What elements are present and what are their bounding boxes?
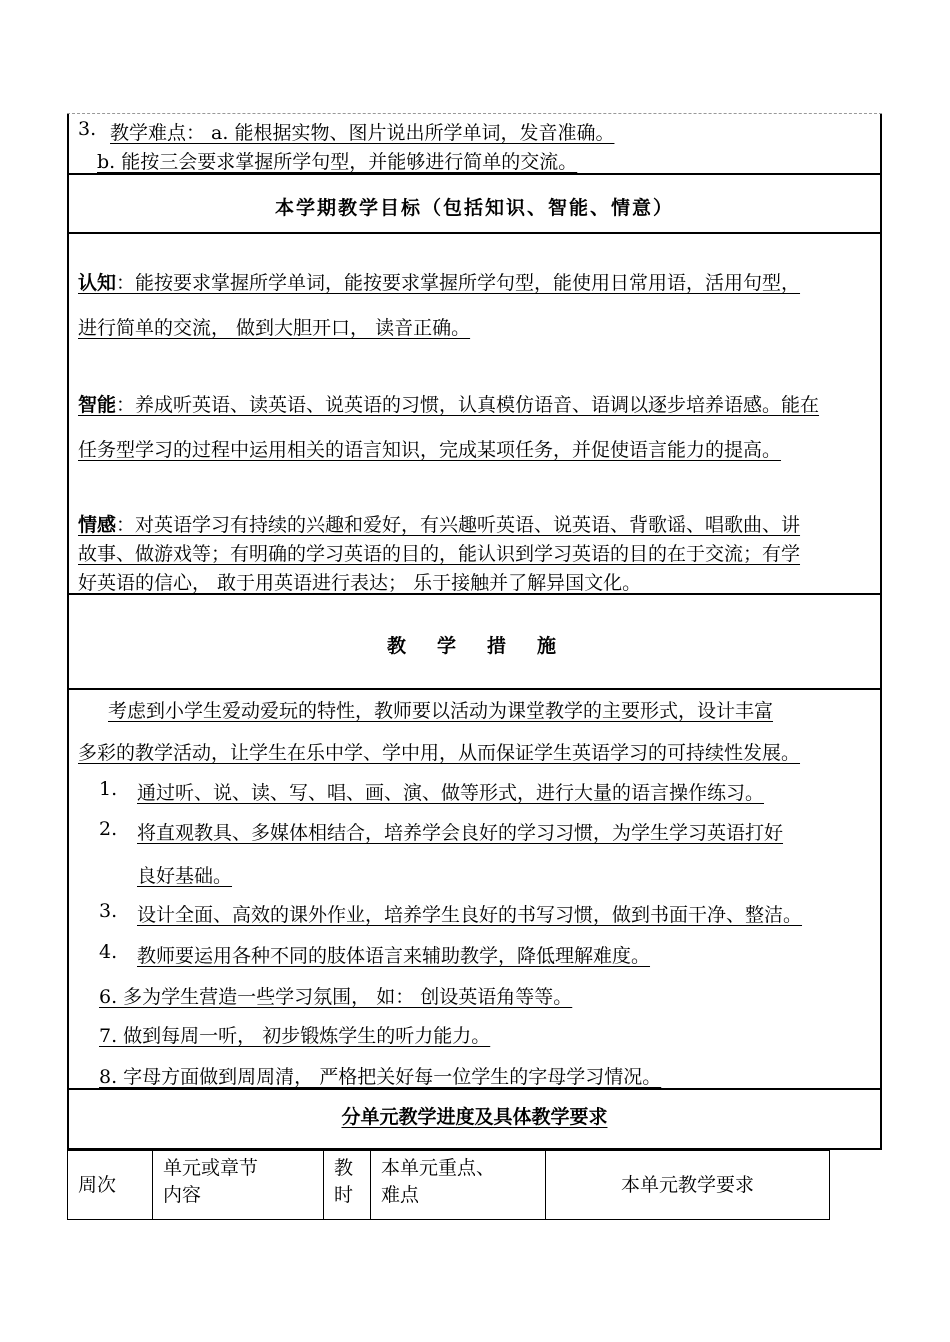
difficulty-num: 3. [78,118,97,140]
divider [67,593,882,595]
list-item: 6. 多为学生营造一些学习氛围， 如： 创设英语角等等。 [99,986,573,1008]
cognition-line2: 进行简单的交流， 做到大胆开口， 读音正确。 [78,317,471,339]
divider [67,173,882,175]
schedule-heading: 分单元教学进度及具体教学要求 [341,1106,608,1128]
col-hours: 教 时 [324,1151,371,1220]
cognition-line1: 认知：能按要求掌握所学单词，能按要求掌握所学句型，能使用日常用语，活用句型， [78,272,801,294]
list-item: 设计全面、高效的课外作业，培养学生良好的书写习惯，做到书面干净、整洁。 [137,904,803,926]
intelligence-label: 智能 [78,394,117,416]
list-item-num: 3. [99,900,118,922]
measures-intro-line2: 多彩的教学活动，让学生在乐中学、学中用，从而保证学生英语学习的可持续性发展。 [78,742,801,764]
list-item-cont: 良好基础。 [137,865,233,887]
col-key-points: 本单元重点、 难点 [371,1151,546,1220]
list-item: 7. 做到每周一听， 初步锻炼学生的听力能力。 [99,1025,491,1047]
difficulty-line2: b. 能按三会要求掌握所学句型，并能够进行简单的交流。 [97,151,578,173]
measures-heading: 教 学 措 施 [386,635,562,657]
list-item: 将直观教具、多媒体相结合，培养学会良好的学习习惯，为学生学习英语打好 [137,822,784,844]
goals-heading: 本学期教学目标（包括知识、智能、情意） [274,197,674,219]
divider [67,232,882,234]
emotion-label: 情感 [78,514,117,536]
schedule-table [67,1150,830,1220]
emotion-line3: 好英语的信心， 敢于用英语进行表达； 乐于接触并了解异国文化。 [78,572,642,594]
divider [67,688,882,690]
measures-intro-line1: 考虑到小学生爱动爱玩的特性，教师要以活动为课堂教学的主要形式，设计丰富 [108,700,774,722]
emotion-line1: 情感：对英语学习有持续的兴趣和爱好，有兴趣听英语、说英语、背歌谣、唱歌曲、讲 [78,514,801,536]
top-border [67,113,882,114]
list-item-num: 4. [99,941,118,963]
list-item: 教师要运用各种不同的肢体语言来辅助教学，降低理解难度。 [137,945,651,967]
list-item-num: 2. [99,818,118,840]
list-item-num: 1. [99,778,118,800]
list-item: 8. 字母方面做到周周清， 严格把关好每一位学生的字母学习情况。 [99,1066,662,1088]
list-item: 通过听、说、读、写、唱、画、演、做等形式，进行大量的语言操作练习。 [137,782,765,804]
cognition-label: 认知 [78,272,117,294]
intelligence-line1: 智能：养成听英语、读英语、说英语的习惯，认真模仿语音、语调以逐步培养语感。能在 [78,394,820,416]
divider [67,1088,882,1090]
table-header-row [68,1151,830,1220]
col-unit: 单元或章节 内容 [153,1151,324,1220]
difficulty-line1: 教学难点： a. 能根据实物、图片说出所学单词，发音准确。 [110,122,615,144]
intelligence-line2: 任务型学习的过程中运用相关的语言知识，完成某项任务，并促使语言能力的提高。 [78,439,782,461]
col-requirements: 本单元教学要求 [546,1151,830,1220]
emotion-line2: 故事、做游戏等；有明确的学习英语的目的，能认识到学习英语的目的在于交流；有学 [78,543,801,565]
col-week: 周次 [68,1151,153,1220]
